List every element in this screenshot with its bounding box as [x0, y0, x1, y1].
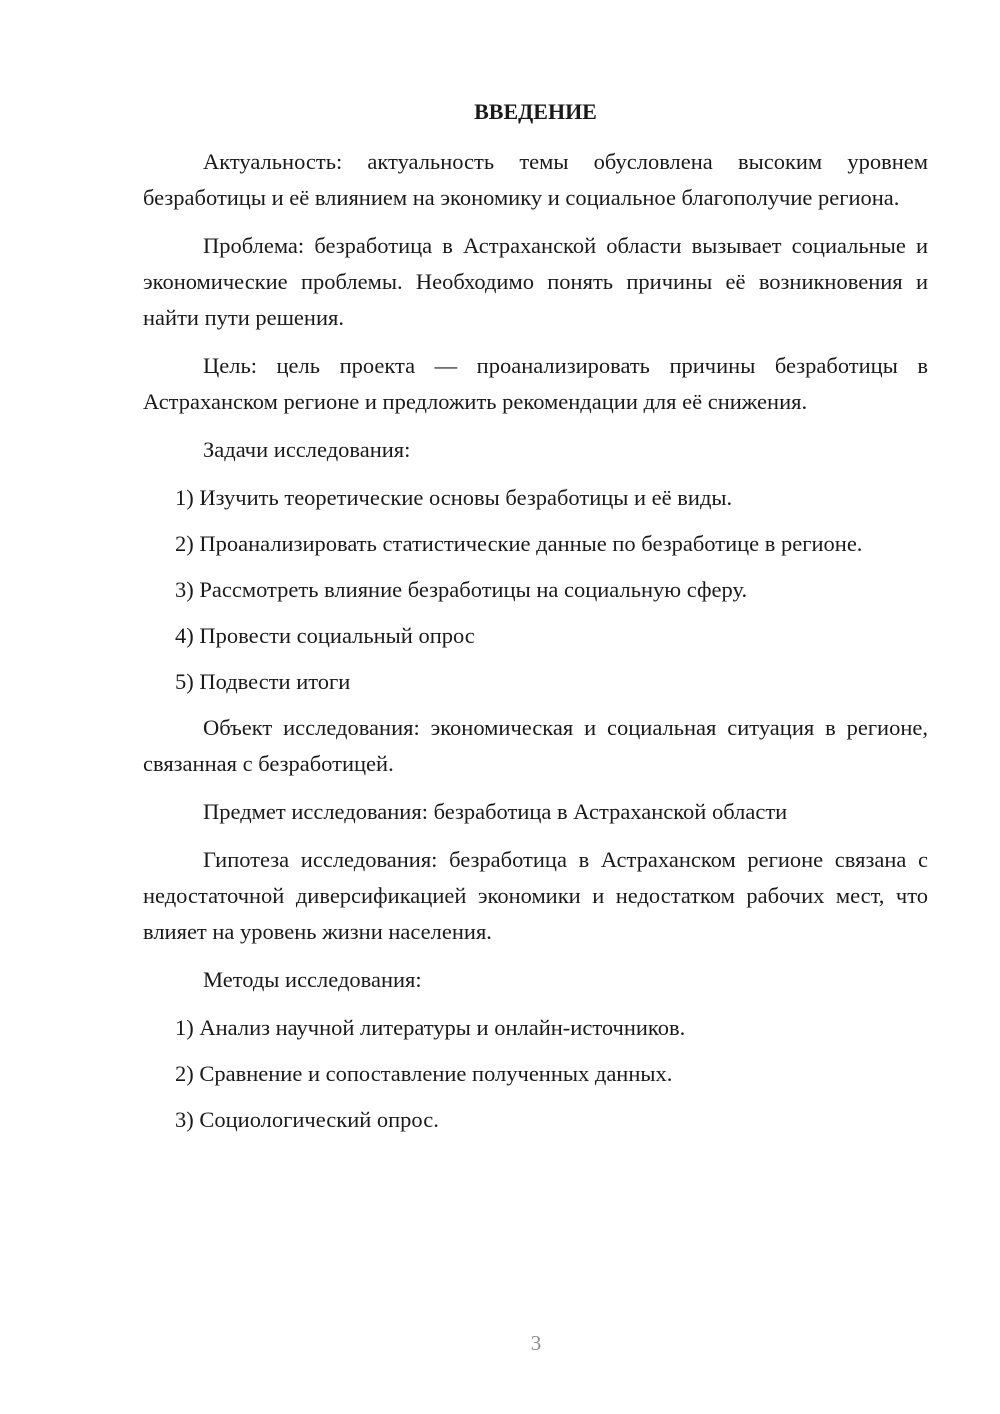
- problem-paragraph: Проблема: безработица в Астраханской области вызывает социальные и экономические проблемы. Необходимо понять причины её возникновения и найти пути решения.: [143, 233, 928, 330]
- task-item-5: 5) Подвести итоги: [175, 669, 351, 694]
- task-item-2: 2) Проанализировать статистические данные по безработице в регионе.: [175, 531, 863, 556]
- method-item-1: 1) Анализ научной литературы и онлайн-источников.: [175, 1015, 686, 1040]
- object-paragraph: Объект исследования: экономическая и социальная ситуация в регионе, связанная с безработицей.: [143, 715, 928, 776]
- methods-heading: Методы исследования:: [203, 967, 422, 992]
- hypothesis-paragraph: Гипотеза исследования: безработица в Астраханском регионе связана с недостаточной диверсификацией экономики и недостатком рабочих мест, что влияет на уровень жизни населения.: [143, 847, 928, 944]
- page-content: [143, 94, 928, 1148]
- page-number: 3: [530, 1331, 542, 1355]
- task-item-3: 3) Рассмотреть влияние безработицы на социальную сферу.: [175, 577, 748, 602]
- subject-paragraph: Предмет исследования: безработица в Астраханской области: [203, 799, 788, 824]
- page-title: ВВЕДЕНИЕ: [474, 99, 597, 124]
- tasks-heading: Задачи исследования:: [203, 437, 411, 462]
- goal-paragraph: Цель: цель проекта — проанализировать причины безработицы в Астраханском регионе и предложить рекомендации для её снижения.: [143, 353, 928, 414]
- relevance-paragraph: Актуальность: актуальность темы обусловлена высоким уровнем безработицы и её влиянием на экономику и социальное благополучие региона.: [143, 149, 928, 210]
- task-item-1: 1) Изучить теоретические основы безработицы и её виды.: [175, 485, 733, 510]
- method-item-3: 3) Социологический опрос.: [175, 1107, 439, 1132]
- method-item-2: 2) Сравнение и сопоставление полученных данных.: [175, 1061, 673, 1086]
- task-item-4: 4) Провести социальный опрос: [175, 623, 475, 648]
